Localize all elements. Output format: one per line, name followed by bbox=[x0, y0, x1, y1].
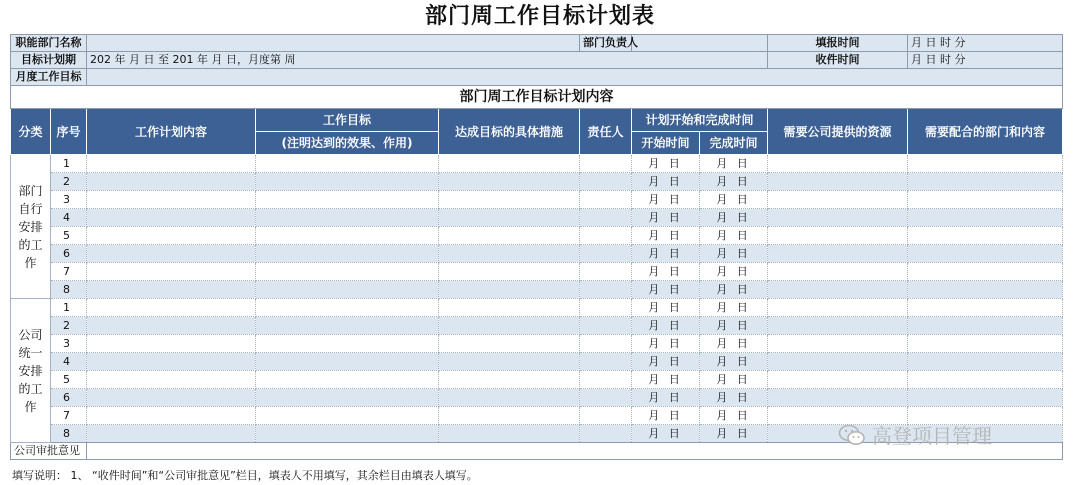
seq-cell: 8 bbox=[51, 281, 87, 299]
measures-cell[interactable] bbox=[439, 263, 580, 281]
table-row bbox=[11, 191, 1063, 209]
monthly-goal-field[interactable] bbox=[87, 69, 1063, 86]
owner-cell[interactable] bbox=[580, 155, 632, 173]
owner-cell[interactable] bbox=[580, 425, 632, 443]
plan-cell[interactable] bbox=[87, 353, 256, 371]
measures-cell[interactable] bbox=[439, 407, 580, 425]
resources-cell[interactable] bbox=[768, 317, 908, 335]
wechat-icon bbox=[838, 424, 866, 446]
cooperate-cell[interactable] bbox=[908, 227, 1063, 245]
table-row bbox=[11, 371, 1063, 389]
goal-cell[interactable] bbox=[256, 317, 439, 335]
approval-label: 公司审批意见 bbox=[11, 443, 87, 460]
table-row bbox=[11, 353, 1063, 371]
plan-cell[interactable] bbox=[87, 335, 256, 353]
measures-cell[interactable] bbox=[439, 209, 580, 227]
table-row bbox=[11, 245, 1063, 263]
resources-cell[interactable] bbox=[768, 173, 908, 191]
measures-cell[interactable] bbox=[439, 425, 580, 443]
goal-cell[interactable] bbox=[256, 335, 439, 353]
resources-cell[interactable] bbox=[768, 389, 908, 407]
start-date-cell[interactable]: 月 日 bbox=[632, 299, 700, 317]
finish-date-cell[interactable]: 月 日 bbox=[700, 281, 768, 299]
goal-cell[interactable] bbox=[256, 227, 439, 245]
goal-cell[interactable] bbox=[256, 407, 439, 425]
measures-cell[interactable] bbox=[439, 317, 580, 335]
start-date-cell[interactable]: 月 日 bbox=[632, 155, 700, 173]
table-row bbox=[11, 335, 1063, 353]
plan-cell[interactable] bbox=[87, 173, 256, 191]
owner-cell[interactable] bbox=[580, 299, 632, 317]
goal-cell[interactable] bbox=[256, 173, 439, 191]
seq-cell: 8 bbox=[51, 425, 87, 443]
receive-time-field[interactable]: 月 日 时 分 bbox=[908, 52, 1063, 69]
measures-cell[interactable] bbox=[439, 335, 580, 353]
resources-cell[interactable] bbox=[768, 263, 908, 281]
period-field[interactable]: 202 年 月 日 至 201 年 月 日，月度第 周 bbox=[87, 52, 768, 69]
cooperate-cell[interactable] bbox=[908, 335, 1063, 353]
start-date-cell[interactable]: 月 日 bbox=[632, 353, 700, 371]
section-title: 部门周工作目标计划内容 bbox=[11, 86, 1063, 109]
finish-date-cell[interactable]: 月 日 bbox=[700, 335, 768, 353]
table-row bbox=[11, 155, 1063, 173]
resources-cell[interactable] bbox=[768, 371, 908, 389]
table-row bbox=[11, 389, 1063, 407]
cooperate-cell[interactable] bbox=[908, 281, 1063, 299]
measures-cell[interactable] bbox=[439, 155, 580, 173]
start-date-cell[interactable]: 月 日 bbox=[632, 263, 700, 281]
table-row bbox=[11, 173, 1063, 191]
watermark-text: 高登项目管理 bbox=[872, 424, 992, 448]
col-resources: 需要公司提供的资源 bbox=[768, 109, 908, 155]
goal-cell[interactable] bbox=[256, 425, 439, 443]
finish-date-cell[interactable]: 月 日 bbox=[700, 245, 768, 263]
start-date-cell[interactable]: 月 日 bbox=[632, 371, 700, 389]
owner-cell[interactable] bbox=[580, 389, 632, 407]
goal-cell[interactable] bbox=[256, 209, 439, 227]
cooperate-cell[interactable] bbox=[908, 389, 1063, 407]
owner-cell[interactable] bbox=[580, 407, 632, 425]
finish-date-cell[interactable]: 月 日 bbox=[700, 389, 768, 407]
category-cell: 部门自行安排的工作 bbox=[11, 155, 51, 299]
measures-cell[interactable] bbox=[439, 191, 580, 209]
plan-cell[interactable] bbox=[87, 317, 256, 335]
col-timeframe: 计划开始和完成时间 bbox=[632, 109, 768, 132]
watermark bbox=[838, 420, 992, 449]
seq-cell: 2 bbox=[51, 317, 87, 335]
finish-date-cell[interactable]: 月 日 bbox=[700, 425, 768, 443]
resources-cell[interactable] bbox=[768, 245, 908, 263]
measures-cell[interactable] bbox=[439, 353, 580, 371]
col-goal: 工作目标 bbox=[256, 109, 439, 132]
seq-cell: 7 bbox=[51, 407, 87, 425]
finish-date-cell[interactable]: 月 日 bbox=[700, 209, 768, 227]
plan-cell[interactable] bbox=[87, 263, 256, 281]
plan-cell[interactable] bbox=[87, 227, 256, 245]
page-title: 部门周工作目标计划表 bbox=[424, 4, 655, 29]
plan-cell[interactable] bbox=[87, 155, 256, 173]
goal-cell[interactable] bbox=[256, 299, 439, 317]
measures-cell[interactable] bbox=[439, 227, 580, 245]
col-category: 分类 bbox=[11, 109, 51, 155]
owner-cell[interactable] bbox=[580, 245, 632, 263]
goal-cell[interactable] bbox=[256, 263, 439, 281]
seq-cell: 3 bbox=[51, 335, 87, 353]
seq-cell: 5 bbox=[51, 227, 87, 245]
finish-date-cell[interactable]: 月 日 bbox=[700, 407, 768, 425]
goal-cell[interactable] bbox=[256, 353, 439, 371]
start-date-cell[interactable]: 月 日 bbox=[632, 227, 700, 245]
category-cell: 公司统一安排的工作 bbox=[11, 299, 51, 443]
table-row bbox=[11, 227, 1063, 245]
table-row bbox=[11, 299, 1063, 317]
instructions-note: 填写说明： 1、 “收件时间”和“公司审批意见”栏目，填表人不用填写，其余栏目由填表人填写。 bbox=[12, 469, 478, 482]
seq-cell: 5 bbox=[51, 371, 87, 389]
plan-cell[interactable] bbox=[87, 425, 256, 443]
cooperate-cell[interactable] bbox=[908, 263, 1063, 281]
col-measures: 达成目标的具体措施 bbox=[439, 109, 580, 155]
col-owner: 责任人 bbox=[580, 109, 632, 155]
plan-cell[interactable] bbox=[87, 299, 256, 317]
seq-cell: 7 bbox=[51, 263, 87, 281]
goal-cell[interactable] bbox=[256, 245, 439, 263]
goal-cell[interactable] bbox=[256, 281, 439, 299]
goal-cell[interactable] bbox=[256, 371, 439, 389]
finish-date-cell[interactable]: 月 日 bbox=[700, 173, 768, 191]
seq-cell: 3 bbox=[51, 191, 87, 209]
plan-cell[interactable] bbox=[87, 281, 256, 299]
cooperate-cell[interactable] bbox=[908, 209, 1063, 227]
cooperate-cell[interactable] bbox=[908, 155, 1063, 173]
seq-cell: 1 bbox=[51, 299, 87, 317]
finish-date-cell[interactable]: 月 日 bbox=[700, 353, 768, 371]
finish-date-cell[interactable]: 月 日 bbox=[700, 263, 768, 281]
measures-cell[interactable] bbox=[439, 389, 580, 407]
plan-cell[interactable] bbox=[87, 209, 256, 227]
measures-cell[interactable] bbox=[439, 299, 580, 317]
owner-cell[interactable] bbox=[580, 227, 632, 245]
receive-time-label: 收件时间 bbox=[768, 52, 908, 69]
seq-cell: 4 bbox=[51, 209, 87, 227]
plan-cell[interactable] bbox=[87, 371, 256, 389]
resources-cell[interactable] bbox=[768, 335, 908, 353]
finish-date-cell[interactable]: 月 日 bbox=[700, 191, 768, 209]
seq-cell: 4 bbox=[51, 353, 87, 371]
goal-cell[interactable] bbox=[256, 389, 439, 407]
start-date-cell[interactable]: 月 日 bbox=[632, 407, 700, 425]
table-row bbox=[11, 281, 1063, 299]
plan-cell[interactable] bbox=[87, 389, 256, 407]
finish-date-cell[interactable]: 月 日 bbox=[700, 299, 768, 317]
goal-cell[interactable] bbox=[256, 155, 439, 173]
seq-cell: 6 bbox=[51, 389, 87, 407]
resources-cell[interactable] bbox=[768, 191, 908, 209]
finish-date-cell[interactable]: 月 日 bbox=[700, 371, 768, 389]
start-date-cell[interactable]: 月 日 bbox=[632, 209, 700, 227]
owner-cell[interactable] bbox=[580, 191, 632, 209]
col-plan: 工作计划内容 bbox=[87, 109, 256, 155]
start-date-cell[interactable]: 月 日 bbox=[632, 389, 700, 407]
resources-cell[interactable] bbox=[768, 209, 908, 227]
owner-cell[interactable] bbox=[580, 353, 632, 371]
owner-cell[interactable] bbox=[580, 173, 632, 191]
owner-cell[interactable] bbox=[580, 281, 632, 299]
dept-head-label: 部门负责人 bbox=[580, 35, 632, 52]
dept-name-field[interactable] bbox=[87, 35, 580, 52]
seq-cell: 6 bbox=[51, 245, 87, 263]
cooperate-cell[interactable] bbox=[908, 245, 1063, 263]
measures-cell[interactable] bbox=[439, 173, 580, 191]
col-seq: 序号 bbox=[51, 109, 87, 155]
dept-head-field[interactable] bbox=[632, 35, 768, 52]
cooperate-cell[interactable] bbox=[908, 299, 1063, 317]
dept-name-label: 职能部门名称 bbox=[11, 35, 87, 52]
owner-cell[interactable] bbox=[580, 317, 632, 335]
start-date-cell[interactable]: 月 日 bbox=[632, 425, 700, 443]
start-date-cell[interactable]: 月 日 bbox=[632, 173, 700, 191]
cooperate-cell[interactable] bbox=[908, 191, 1063, 209]
finish-date-cell[interactable]: 月 日 bbox=[700, 227, 768, 245]
resources-cell[interactable] bbox=[768, 281, 908, 299]
cooperate-cell[interactable] bbox=[908, 353, 1063, 371]
seq-cell: 2 bbox=[51, 173, 87, 191]
plan-table bbox=[10, 34, 1063, 460]
owner-cell[interactable] bbox=[580, 209, 632, 227]
seq-cell: 1 bbox=[51, 155, 87, 173]
plan-cell[interactable] bbox=[87, 191, 256, 209]
owner-cell[interactable] bbox=[580, 263, 632, 281]
resources-cell[interactable] bbox=[768, 227, 908, 245]
monthly-goal-label: 月度工作目标 bbox=[11, 69, 87, 86]
cooperate-cell[interactable] bbox=[908, 317, 1063, 335]
period-label: 目标计划期 bbox=[11, 52, 87, 69]
resources-cell[interactable] bbox=[768, 353, 908, 371]
finish-date-cell[interactable]: 月 日 bbox=[700, 317, 768, 335]
measures-cell[interactable] bbox=[439, 281, 580, 299]
owner-cell[interactable] bbox=[580, 371, 632, 389]
start-date-cell[interactable]: 月 日 bbox=[632, 245, 700, 263]
resources-cell[interactable] bbox=[768, 299, 908, 317]
fill-time-field[interactable]: 月 日 时 分 bbox=[908, 35, 1063, 52]
owner-cell[interactable] bbox=[580, 335, 632, 353]
plan-cell[interactable] bbox=[87, 245, 256, 263]
col-finish: 完成时间 bbox=[700, 132, 768, 155]
measures-cell[interactable] bbox=[439, 371, 580, 389]
col-start: 开始时间 bbox=[632, 132, 700, 155]
start-date-cell[interactable]: 月 日 bbox=[632, 191, 700, 209]
table-row bbox=[11, 209, 1063, 227]
start-date-cell[interactable]: 月 日 bbox=[632, 335, 700, 353]
start-date-cell[interactable]: 月 日 bbox=[632, 281, 700, 299]
fill-time-label: 填报时间 bbox=[768, 35, 908, 52]
goal-cell[interactable] bbox=[256, 191, 439, 209]
table-row bbox=[11, 317, 1063, 335]
resources-cell[interactable] bbox=[768, 155, 908, 173]
col-goal-note: (注明达到的效果、作用) bbox=[256, 132, 439, 155]
start-date-cell[interactable]: 月 日 bbox=[632, 317, 700, 335]
col-cooperate: 需要配合的部门和内容 bbox=[908, 109, 1063, 155]
measures-cell[interactable] bbox=[439, 245, 580, 263]
cooperate-cell[interactable] bbox=[908, 173, 1063, 191]
table-row bbox=[11, 263, 1063, 281]
plan-cell[interactable] bbox=[87, 407, 256, 425]
finish-date-cell[interactable]: 月 日 bbox=[700, 155, 768, 173]
cooperate-cell[interactable] bbox=[908, 371, 1063, 389]
